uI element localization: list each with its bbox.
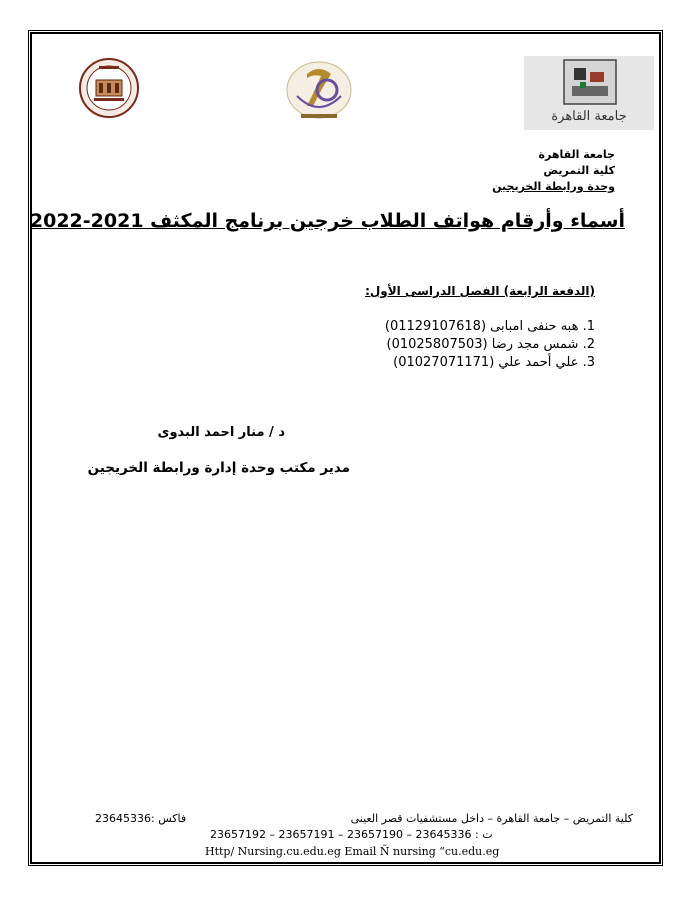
- footer-phones: ت : 23645336 – 23657190 – 23657191 – 23657192: [210, 828, 493, 841]
- list-item: 1. هبه حنفى امبابى (01129107618): [384, 319, 595, 334]
- right-logo-caption: جامعة القاهرة: [551, 109, 627, 124]
- anniversary-emblem-icon: [283, 56, 355, 128]
- student-list: [385, 318, 595, 372]
- footer-address: كلية التمريض – جامعة القاهرة – داخل مستشفيات قصر العينى: [350, 812, 633, 825]
- list-item: 2. شمس مجد رضا (01025807503): [386, 337, 595, 352]
- cairo-university-logo-icon: [524, 56, 654, 130]
- unit-name: وحدة ورابطة الخريجين: [492, 180, 615, 193]
- footer-web: Http/ Nursing.cu.edu.eg Email Ñ nursing “cu.edu.eg: [205, 845, 500, 858]
- signatory-name: د / منار احمد البدوى: [157, 425, 285, 440]
- footer-fax: فاكس :23645336: [95, 812, 187, 825]
- page-title: أسماء وأرقام هواتف الطلاب خرجين برنامج المكثف 2021-2022: [29, 210, 625, 232]
- header-block: [492, 147, 615, 195]
- faculty-seal-icon: [79, 58, 139, 118]
- list-item: 3. علي أحمد علي (01027071171): [393, 355, 595, 370]
- signatory-title: مدير مكتب وحدة إدارة ورابطة الخريجين: [87, 460, 350, 476]
- faculty-name: كلية التمريض: [543, 164, 615, 177]
- university-name: جامعة القاهرة: [538, 148, 615, 161]
- batch-subheading: (الدفعة الرابعة) الفصل الدراسى الأول:: [365, 284, 595, 298]
